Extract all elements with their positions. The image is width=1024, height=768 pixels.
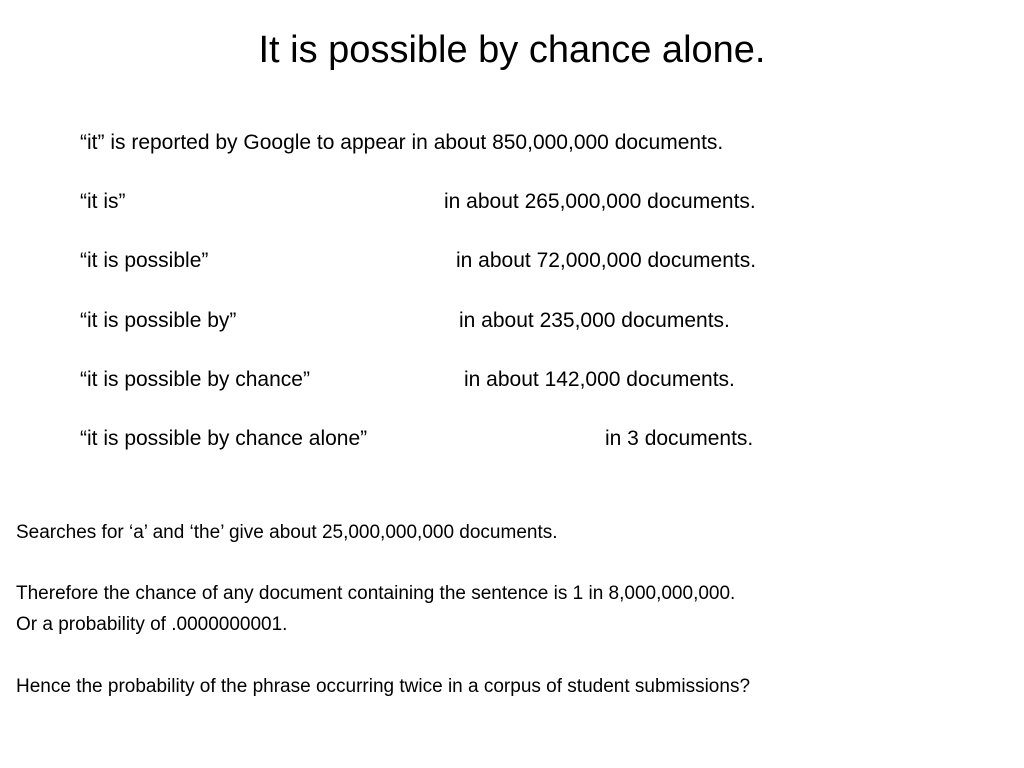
document-count-text: in about 142,000 documents.: [464, 368, 735, 391]
phrase-text: “it is”: [80, 190, 126, 213]
note-line: Hence the probability of the phrase occurring twice in a corpus of student submissions?: [16, 676, 751, 697]
phrase-text: “it” is reported by Google to appear in about 850,000,000 documents.: [80, 131, 724, 154]
note-line: Searches for ‘a’ and ‘the’ give about 25,000,000,000 documents.: [16, 522, 558, 543]
document-count-text: in about 235,000 documents.: [459, 309, 730, 332]
note-line: Therefore the chance of any document containing the sentence is 1 in 8,000,000,000.: [16, 583, 736, 604]
phrase-text: “it is possible by”: [80, 309, 237, 332]
phrase-text: “it is possible”: [80, 249, 209, 272]
phrase-text: “it is possible by chance”: [80, 368, 310, 391]
document-count-text: in about 265,000,000 documents.: [444, 190, 756, 213]
document-count-text: in about 72,000,000 documents.: [456, 249, 757, 272]
note-line: Or a probability of .0000000001.: [16, 614, 288, 635]
document-count-text: in 3 documents.: [605, 427, 754, 450]
phrase-text: “it is possible by chance alone”: [80, 427, 368, 450]
slide-title: It is possible by chance alone.: [258, 29, 766, 71]
